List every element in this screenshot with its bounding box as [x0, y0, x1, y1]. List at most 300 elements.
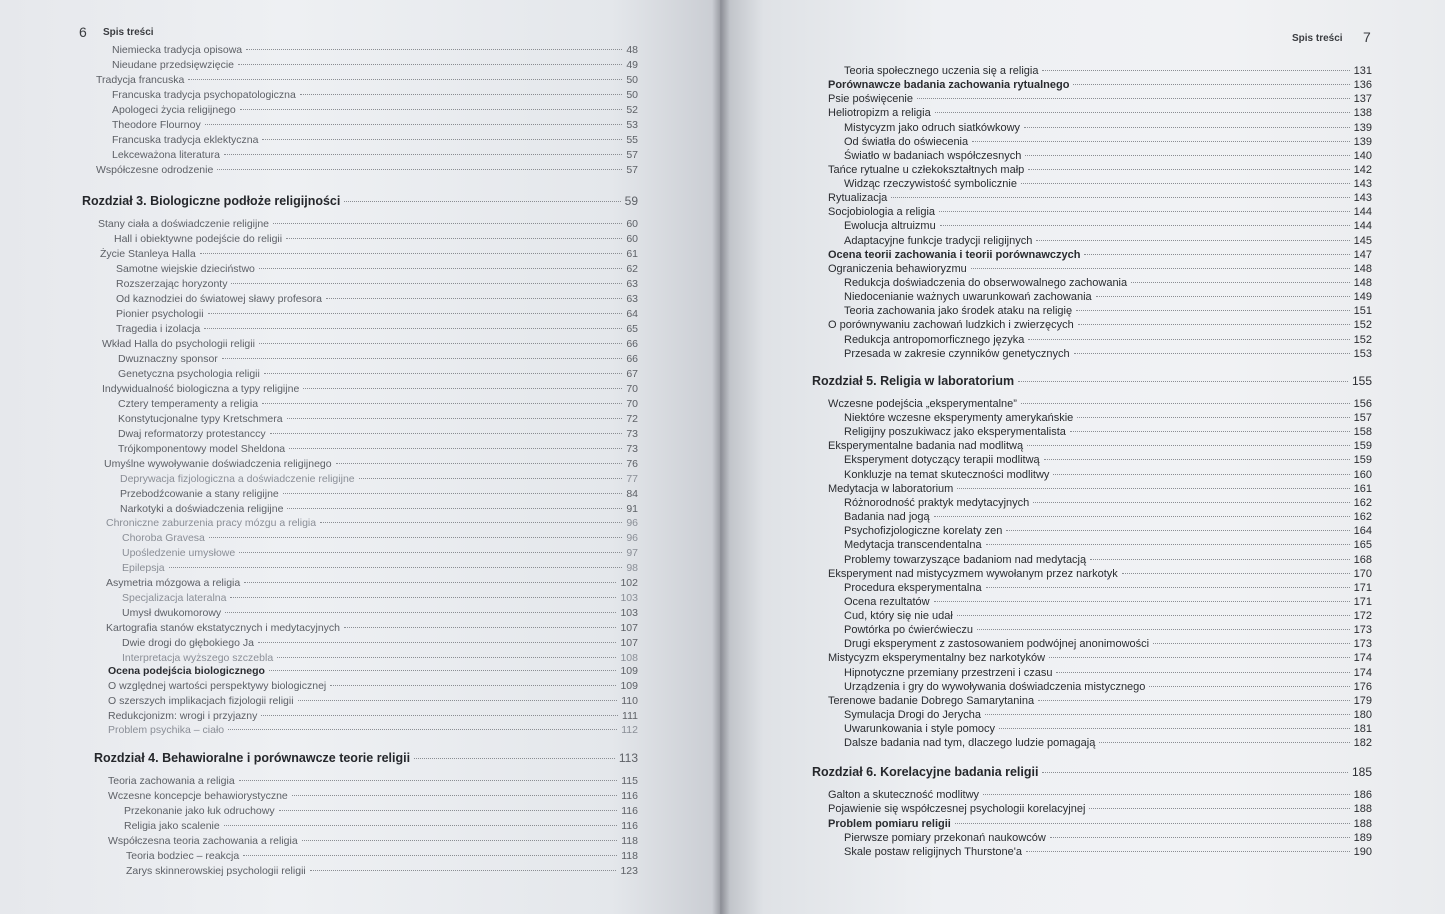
- dot-leader: [231, 282, 622, 284]
- toc-entry-page: 190: [1353, 846, 1372, 858]
- toc-entry-page: 118: [621, 835, 638, 847]
- toc-entry-title: Psie poświęcenie: [828, 93, 913, 105]
- toc-entry-title: Problem psychika – ciało: [108, 724, 225, 736]
- toc-entry-title: Asymetria mózgowa a religia: [106, 577, 241, 589]
- dot-leader: [1021, 182, 1350, 184]
- toc-entry-page: 72: [626, 413, 638, 425]
- dot-leader: [262, 402, 622, 404]
- dot-leader: [188, 78, 622, 80]
- toc-entry: [844, 832, 1372, 845]
- toc-entry: [844, 305, 1372, 318]
- dot-leader: [1018, 380, 1348, 382]
- toc-entry: [844, 497, 1372, 510]
- toc-entry: [126, 865, 638, 878]
- toc-entry: [108, 835, 638, 848]
- dot-leader: [986, 543, 1350, 545]
- dot-leader: [891, 196, 1349, 198]
- toc-entry-page: 65: [626, 323, 638, 335]
- toc-entry-page: 158: [1353, 426, 1372, 438]
- toc-entry: [122, 532, 638, 545]
- toc-entry-title: Rozdział 6. Korelacyjne badania religii: [812, 765, 1039, 779]
- dot-leader: [283, 492, 623, 494]
- toc-entry-page: 57: [626, 149, 638, 161]
- toc-entry-page: 107: [620, 637, 638, 649]
- toc-entry: [118, 353, 638, 366]
- toc-entry: [118, 413, 638, 426]
- toc-entry-title: Specjalizacja lateralna: [122, 592, 227, 604]
- toc-entry-page: 172: [1353, 610, 1372, 622]
- dot-leader: [1025, 154, 1349, 156]
- toc-entry-page: 139: [1353, 122, 1372, 134]
- dot-leader: [1153, 642, 1350, 644]
- toc-entry: [844, 681, 1372, 694]
- dot-leader: [336, 462, 623, 464]
- left-page-header: Spis treści: [103, 27, 154, 38]
- toc-entry: [844, 150, 1372, 163]
- dot-leader: [1099, 741, 1349, 743]
- toc-entry-page: 182: [1353, 737, 1372, 749]
- toc-entry: [828, 803, 1372, 816]
- dot-leader: [261, 714, 618, 716]
- dot-leader: [244, 581, 616, 583]
- toc-entry: [120, 473, 638, 486]
- toc-chapter-heading: [812, 766, 1372, 779]
- toc-entry-page: 70: [626, 383, 638, 395]
- dot-leader: [264, 372, 622, 374]
- toc-entry-page: 113: [618, 751, 638, 765]
- toc-entry-title: Niektóre wczesne eksperymenty amerykańskie: [844, 412, 1074, 424]
- dot-leader: [1056, 671, 1349, 673]
- toc-entry-page: 159: [1353, 454, 1372, 466]
- toc-entry-title: Pionier psychologii: [116, 308, 204, 320]
- toc-entry-title: Hipnotyczne przemiany przestrzeni i czasu: [844, 667, 1053, 679]
- toc-entry-title: Tańce rytualne u człekokształtnych małp: [828, 164, 1025, 176]
- dot-leader: [230, 596, 616, 598]
- toc-entry-title: Konkluzje na temat skuteczności modlitwy: [844, 469, 1050, 481]
- toc-entry-title: Różnorodność praktyk medytacyjnych: [844, 497, 1030, 509]
- toc-entry-page: 115: [621, 775, 638, 787]
- toc-entry-page: 97: [626, 547, 638, 559]
- toc-entry: [112, 89, 638, 102]
- toc-entry-page: 151: [1353, 305, 1372, 317]
- toc-entry-title: Stany ciała a doświadczenie religijne: [98, 218, 270, 230]
- toc-entry-title: Pojawienie się współczesnej psychologii korelacyjnej: [828, 803, 1086, 815]
- toc-entry: [844, 638, 1372, 651]
- dot-leader: [224, 153, 622, 155]
- toc-entry: [118, 428, 638, 441]
- toc-entry-page: 155: [1351, 374, 1372, 388]
- toc-entry: [112, 149, 638, 162]
- toc-entry: [844, 624, 1372, 637]
- toc-entry: [122, 607, 638, 620]
- dot-leader: [302, 839, 618, 841]
- toc-entry: [122, 592, 638, 605]
- toc-entry-page: 62: [626, 263, 638, 275]
- toc-entry-page: 103: [620, 592, 638, 604]
- toc-entry: [124, 805, 638, 818]
- toc-entry: [844, 582, 1372, 595]
- toc-entry-title: Mistycyzm eksperymentalny bez narkotyków: [828, 652, 1046, 664]
- toc-entry-page: 55: [626, 134, 638, 146]
- toc-entry-title: Adaptacyjne funkcje tradycji religijnych: [844, 235, 1033, 247]
- toc-entry: [116, 263, 638, 276]
- toc-entry-page: 168: [1353, 554, 1372, 566]
- dot-leader: [286, 237, 622, 239]
- toc-entry-title: Samotne wiejskie dzieciństwo: [116, 263, 255, 275]
- toc-entry: [844, 65, 1372, 78]
- toc-entry-title: Porównawcze badania zachowania rytualnego: [828, 79, 1070, 91]
- toc-entry: [844, 554, 1372, 567]
- dot-leader: [217, 168, 622, 170]
- dot-leader: [1042, 69, 1349, 71]
- dot-leader: [240, 108, 623, 110]
- right-page-number: 7: [1363, 29, 1371, 45]
- dot-leader: [169, 566, 623, 568]
- toc-entry: [102, 383, 638, 396]
- toc-entry: [108, 665, 638, 678]
- toc-entry: [96, 74, 638, 87]
- dot-leader: [279, 809, 618, 811]
- dot-leader: [1084, 253, 1349, 255]
- dot-leader: [414, 757, 615, 759]
- toc-entry: [828, 818, 1372, 831]
- dot-leader: [1122, 572, 1350, 574]
- dot-leader: [243, 854, 617, 856]
- toc-entry: [828, 107, 1372, 120]
- dot-leader: [934, 600, 1350, 602]
- toc-entry: [102, 338, 638, 351]
- dot-leader: [1078, 323, 1350, 325]
- dot-leader: [208, 312, 623, 314]
- toc-entry-title: Niemiecka tradycja opisowa: [112, 44, 243, 56]
- toc-entry-title: Przekonanie jako łuk odruchowy: [124, 805, 275, 817]
- toc-entry-title: Konstytucjonalne typy Kretschmera: [118, 413, 283, 425]
- toc-entry-page: 108: [620, 652, 638, 664]
- dot-leader: [1074, 352, 1350, 354]
- toc-entry-page: 116: [621, 805, 638, 817]
- toc-entry: [114, 233, 638, 246]
- toc-entry-title: Od kaznodziei do światowej sławy profesora: [116, 293, 323, 305]
- toc-entry: [116, 308, 638, 321]
- toc-entry-page: 98: [626, 562, 638, 574]
- toc-entry-page: 185: [1351, 765, 1372, 779]
- toc-entry-page: 70: [626, 398, 638, 410]
- toc-entry-title: Redukcja antropomorficznego języka: [844, 334, 1025, 346]
- dot-leader: [239, 551, 622, 553]
- toc-entry: [844, 723, 1372, 736]
- dot-leader: [985, 713, 1350, 715]
- toc-entry-title: Kartografia stanów ekstatycznych i medytacyjnych: [106, 622, 341, 634]
- toc-entry-title: Tragedia i izolacja: [116, 323, 201, 335]
- toc-entry-page: 139: [1353, 136, 1372, 148]
- toc-entry-page: 144: [1353, 220, 1372, 232]
- toc-entry-page: 102: [620, 577, 638, 589]
- dot-leader: [200, 252, 623, 254]
- toc-entry: [124, 820, 638, 833]
- toc-entry-title: Ocena podejścia biologicznego: [108, 665, 265, 677]
- toc-entry: [122, 547, 638, 560]
- toc-entry: [844, 596, 1372, 609]
- toc-entry-title: Teoria bodziec – reakcja: [126, 850, 240, 862]
- toc-entry-title: Rozdział 5. Religia w laboratorium: [812, 374, 1015, 388]
- dot-leader: [344, 200, 620, 202]
- toc-entry-title: Apologeci życia religijnego: [112, 104, 236, 116]
- toc-entry-page: 48: [626, 44, 638, 56]
- toc-entry-title: Ocena teorii zachowania i teorii porównawczych: [828, 249, 1081, 261]
- toc-entry: [120, 488, 638, 501]
- toc-entry-title: Dalsze badania nad tym, dlaczego ludzie pomagają: [844, 737, 1096, 749]
- toc-entry: [844, 277, 1372, 290]
- toc-entry-page: 76: [626, 458, 638, 470]
- dot-leader: [940, 224, 1350, 226]
- toc-entry-page: 152: [1353, 334, 1372, 346]
- toc-entry-page: 138: [1353, 107, 1372, 119]
- toc-entry-title: Ewolucja altruizmu: [844, 220, 936, 232]
- dot-leader: [1038, 699, 1350, 701]
- toc-entry-page: 109: [620, 680, 638, 692]
- toc-entry-title: Lekceważona literatura: [112, 149, 220, 161]
- toc-entry-page: 66: [626, 338, 638, 350]
- toc-entry-title: Rozdział 4. Behawioralne i porównawcze teorie religii: [94, 751, 411, 765]
- toc-entry-title: Nieudane przedsięwzięcie: [112, 59, 234, 71]
- toc-entry-page: 118: [621, 850, 638, 862]
- toc-entry-title: Urządzenia i gry do wywoływania doświadczenia mistycznego: [844, 681, 1146, 693]
- toc-entry-page: 84: [626, 488, 638, 500]
- toc-entry-page: 50: [626, 74, 638, 86]
- toc-entry-title: Medytacja w laboratorium: [828, 483, 954, 495]
- toc-entry-page: 109: [620, 665, 638, 677]
- toc-entry-title: Genetyczna psychologia religii: [118, 368, 260, 380]
- toc-entry-title: Francuska tradycja eklektyczna: [112, 134, 259, 146]
- toc-entry-title: Choroba Gravesa: [122, 532, 205, 544]
- dot-leader: [972, 140, 1350, 142]
- toc-entry-title: Problem pomiaru religii: [828, 818, 951, 830]
- toc-entry: [122, 637, 638, 650]
- toc-entry-title: Życie Stanleya Halla: [100, 248, 196, 260]
- toc-entry-title: Rozdział 3. Biologiczne podłoże religijności: [82, 194, 341, 208]
- toc-entry: [828, 263, 1372, 276]
- toc-entry-title: Zarys skinnerowskiej psychologii religii: [126, 865, 306, 877]
- toc-entry-title: Psychofizjologiczne korelaty zen: [844, 525, 1003, 537]
- dot-leader: [1006, 529, 1349, 531]
- dot-leader: [999, 727, 1350, 729]
- toc-entry: [108, 775, 638, 788]
- toc-entry: [844, 846, 1372, 859]
- toc-entry-page: 189: [1353, 832, 1372, 844]
- dot-leader: [270, 432, 623, 434]
- toc-entry-page: 147: [1353, 249, 1372, 261]
- toc-entry-page: 152: [1353, 319, 1372, 331]
- toc-entry-title: Wczesne podejścia „eksperymentalne”: [828, 398, 1017, 410]
- dot-leader: [359, 477, 623, 479]
- toc-entry-page: 148: [1353, 263, 1372, 275]
- toc-entry-page: 49: [626, 59, 638, 71]
- toc-entry: [106, 577, 638, 590]
- toc-entry-title: Francuska tradycja psychopatologiczna: [112, 89, 296, 101]
- toc-entry-title: Wczesne koncepcje behawiorystyczne: [108, 790, 288, 802]
- toc-entry-page: 96: [626, 532, 638, 544]
- toc-entry-title: Hall i obiektywne podejście do religii: [114, 233, 283, 245]
- toc-entry: [118, 368, 638, 381]
- toc-chapter-heading: [812, 375, 1372, 388]
- toc-entry: [828, 93, 1372, 106]
- toc-entry-page: 176: [1353, 681, 1372, 693]
- toc-entry-title: Symulacja Drogi do Jerycha: [844, 709, 981, 721]
- toc-entry-page: 52: [626, 104, 638, 116]
- dot-leader: [225, 611, 616, 613]
- toc-entry-page: 111: [622, 710, 638, 722]
- toc-entry: [116, 278, 638, 291]
- toc-entry-page: 180: [1353, 709, 1372, 721]
- toc-entry-page: 159: [1353, 440, 1372, 452]
- toc-entry-page: 188: [1353, 818, 1372, 830]
- toc-entry-page: 60: [626, 218, 638, 230]
- dot-leader: [1042, 771, 1348, 773]
- dot-leader: [298, 699, 618, 701]
- toc-entry: [112, 44, 638, 57]
- dot-leader: [1033, 501, 1349, 503]
- toc-entry-page: 162: [1353, 511, 1372, 523]
- toc-entry-title: Religijny poszukiwacz jako eksperymentalista: [844, 426, 1066, 438]
- toc-entry-page: 148: [1353, 277, 1372, 289]
- right-page-header: Spis treści: [1292, 33, 1343, 44]
- toc-entry-title: Rytualizacja: [828, 192, 888, 204]
- toc-entry: [112, 119, 638, 132]
- dot-leader: [204, 327, 622, 329]
- toc-entry-title: Chroniczne zaburzenia pracy mózgu a religia: [106, 517, 317, 529]
- toc-entry-page: 156: [1353, 398, 1372, 410]
- toc-entry-page: 174: [1353, 667, 1372, 679]
- dot-leader: [1027, 444, 1350, 446]
- toc-entry-title: Upośledzenie umysłowe: [122, 547, 236, 559]
- dot-leader: [957, 614, 1350, 616]
- toc-entry-page: 173: [1353, 624, 1372, 636]
- toc-entry-page: 77: [626, 473, 638, 485]
- dot-leader: [222, 357, 623, 359]
- toc-entry-title: Galton a skuteczność modlitwy: [828, 789, 980, 801]
- dot-leader: [1089, 807, 1349, 809]
- toc-entry: [96, 164, 638, 177]
- toc-entry-title: Medytacja transcendentalna: [844, 539, 982, 551]
- toc-entry-page: 137: [1353, 93, 1372, 105]
- dot-leader: [1021, 402, 1350, 404]
- toc-entry-title: Cztery temperamenty a religia: [118, 398, 259, 410]
- toc-entry: [844, 511, 1372, 524]
- toc-entry-page: 91: [626, 503, 638, 515]
- toc-entry: [844, 220, 1372, 233]
- toc-entry-title: Procedura eksperymentalna: [844, 582, 982, 594]
- toc-entry-page: 136: [1353, 79, 1372, 91]
- toc-entry: [828, 319, 1372, 332]
- toc-entry-title: Epilepsja: [122, 562, 165, 574]
- toc-entry: [828, 192, 1372, 205]
- dot-leader: [344, 626, 616, 628]
- dot-leader: [1077, 416, 1349, 418]
- toc-entry-page: 142: [1353, 164, 1372, 176]
- dot-leader: [262, 138, 622, 140]
- toc-entry-page: 170: [1353, 568, 1372, 580]
- toc-entry-title: Redukcja doświadczenia do obserwowalnego zachowania: [844, 277, 1128, 289]
- toc-entry-page: 50: [626, 89, 638, 101]
- dot-leader: [1049, 656, 1350, 658]
- dot-leader: [1028, 338, 1349, 340]
- toc-entry: [828, 440, 1372, 453]
- dot-leader: [326, 297, 622, 299]
- toc-entry-page: 171: [1353, 596, 1372, 608]
- toc-entry-page: 181: [1353, 723, 1372, 735]
- toc-entry: [116, 323, 638, 336]
- right-toc: [720, 0, 1445, 914]
- toc-entry-page: 188: [1353, 803, 1372, 815]
- toc-entry-page: 73: [626, 428, 638, 440]
- toc-entry: [844, 348, 1372, 361]
- toc-entry: [122, 562, 638, 575]
- toc-entry-page: 157: [1353, 412, 1372, 424]
- toc-chapter-heading: [94, 752, 638, 765]
- toc-entry-title: Przebodźcowanie a stany religijne: [120, 488, 279, 500]
- toc-entry-title: Ocena rezultatów: [844, 596, 930, 608]
- toc-entry-page: 149: [1353, 291, 1372, 303]
- toc-entry-title: Heliotropizm a religia: [828, 107, 931, 119]
- dot-leader: [289, 447, 622, 449]
- dot-leader: [983, 793, 1350, 795]
- dot-leader: [300, 93, 622, 95]
- dot-leader: [277, 656, 616, 658]
- dot-leader: [303, 387, 622, 389]
- toc-entry-title: Socjobiologia a religia: [828, 206, 936, 218]
- dot-leader: [292, 794, 617, 796]
- toc-entry: [116, 293, 638, 306]
- toc-entry-page: 144: [1353, 206, 1372, 218]
- toc-entry: [108, 710, 638, 723]
- toc-entry-page: 123: [620, 865, 638, 877]
- toc-entry: [844, 334, 1372, 347]
- toc-entry-title: Terenowe badanie Dobrego Samarytanina: [828, 695, 1035, 707]
- toc-chapter-heading: [82, 195, 638, 208]
- toc-entry-page: 116: [621, 790, 638, 802]
- toc-entry: [828, 164, 1372, 177]
- dot-leader: [259, 342, 622, 344]
- toc-entry-title: Współczesne odrodzenie: [96, 164, 214, 176]
- dot-leader: [1024, 126, 1350, 128]
- toc-entry-title: Umyślne wywoływanie doświadczenia religijnego: [104, 458, 332, 470]
- toc-entry: [844, 291, 1372, 304]
- toc-entry-page: 160: [1353, 469, 1372, 481]
- dot-leader: [1131, 281, 1350, 283]
- toc-entry-page: 186: [1353, 789, 1372, 801]
- toc-entry-title: Dwuznaczny sponsor: [118, 353, 218, 365]
- left-toc: [0, 0, 720, 914]
- dot-leader: [246, 48, 622, 50]
- dot-leader: [1096, 295, 1350, 297]
- toc-entry-title: Problemy towarzyszące badaniom nad medytacją: [844, 554, 1087, 566]
- dot-leader: [1053, 473, 1349, 475]
- toc-entry-title: Od światła do oświecenia: [844, 136, 969, 148]
- toc-entry: [844, 426, 1372, 439]
- toc-entry-page: 61: [626, 248, 638, 260]
- toc-entry: [828, 695, 1372, 708]
- dot-leader: [259, 267, 622, 269]
- dot-leader: [935, 111, 1350, 113]
- toc-entry: [844, 178, 1372, 191]
- toc-entry-page: 63: [626, 293, 638, 305]
- toc-entry-title: Widząc rzeczywistość symbolicznie: [844, 178, 1017, 190]
- toc-entry-page: 60: [626, 233, 638, 245]
- toc-entry-title: Dwaj reformatorzy protestanccy: [118, 428, 266, 440]
- toc-entry: [844, 709, 1372, 722]
- dot-leader: [209, 536, 622, 538]
- dot-leader: [269, 669, 617, 671]
